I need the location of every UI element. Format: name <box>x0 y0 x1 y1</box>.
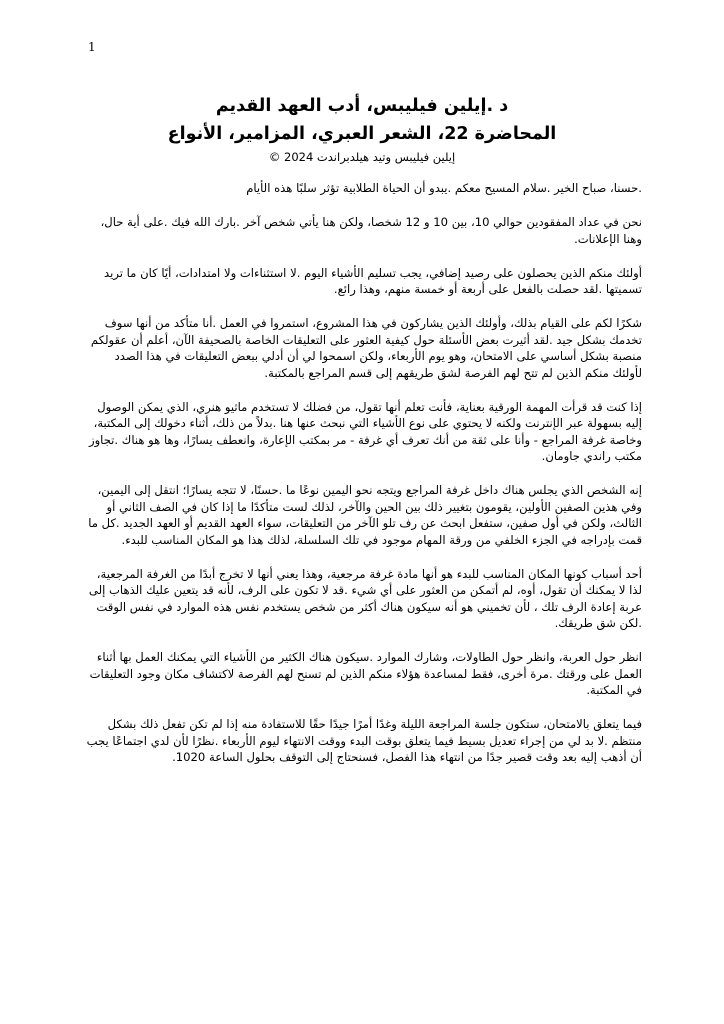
page-number: 1 <box>88 40 96 54</box>
paragraph: فيما يتعلق بالامتحان، ستكون جلسة المراجعة الليلة وغدًا أمرًا جيدًا حقًا للاستفادة منه إذا لم تكن تفعل ذلك بشكل منتظم .لا بد لي من إجراء تعديل بسيط فيما يتعلق بوقت البدء ووقت الانتهاء ليوم الأربعاء .نظرًا لأن لدي اجتماعًا يجب أن أذهب إليه بعد وقت قصير جدًا من انتهاء هذا الفصل، فسنحتاج إلى التوقف بحلول الساعة 1020. <box>86 717 642 764</box>
paragraph: .حسنا، صباح الخير .سلام المسيح معكم .يبدو أن الحياة الطلابية تؤثر سلبًا هذه الأيام <box>246 181 642 195</box>
paragraph: شكرًا لكم على القيام بذلك، وأولئك الذين يشاركون في هذا المشروع، استمروا في العمل .أنا متأكد من أنها سوف تخدمك بشكل جيد .لقد أثيرت بعض الأسئلة حول كيفية العثور على التعليقات الخاصة بالصحيفة الآن، أعلم أن عقولكم منصبة بشكل أساسي على الامتحان، وهو يوم الأربعاء، ولكن اسمحوا لي أن أدلي ببعض التعليقات في هذا الصدد لأولئك منكم الذين لم تتح لهم الفرصة لشق طريقهم إلى قسم المراجع بالمكتبة. <box>90 316 642 380</box>
paragraph: أحد أسباب كونها المكان المناسب للبدء هو أنها مادة غرفة مرجعية، وهذا يعني أنها لا تخرج أبدًا من الغرفة المرجعية، لذا لا يمكنك أن تقول، أوه، لم أتمكن من العثور على أي شيء .قد لا تكون على الرف، لأنه قد يتعين عليك الذهاب إلى عربة إعادة الرف تلك ، لأن تخميني هو أنه سيكون هناك أكثر من شخص يستخدم نفس هذه الموارد في نفس الوقت .لكن شق طريقك. <box>88 566 642 630</box>
document-body <box>82 180 642 783</box>
paragraph: انظر حول العربة، وانظر حول الطاولات، وشارك الموارد .سيكون هناك الكثير من الأشياء التي يمكنك العمل بها أثناء العمل على ورقتك .مرة أخرى، فقط لمساعدة هؤلاء منكم الذين لم تسنح لهم الفرصة لاكتشاف مكان وجود التعليقات في المكتبة. <box>89 650 642 697</box>
document-title: د .إيلين فيليبس، أدب العهد القديم <box>215 96 509 116</box>
paragraph: إنه الشخص الذي يجلس هناك داخل غرفة المراجع ويتجه نحو اليمين نوعًا ما .حسنًا، لا تتجه يسارًا؛ انتقل إلى اليمين، وفي هذين الصفين الأولين، يقومون بتغيير ذلك بين الحين والآخر، لذلك لست متأكدًا ما إذا كان في الصف الثاني أو الثالث، ولكن في أول صفين، ستفعل ابحث عن رف تلو الآخر من التعليقات، سواء العهد القديم أو العهد الجديد .كل ما قمت بإدراجه في الجزء الخلفي من ورقة المهام موجود في تلك السلسلة، لذلك هذا هو المكان المناسب للبدء. <box>88 483 642 547</box>
paragraph: نحن في عداد المفقودين حوالي 10، بين 10 و 12 شخصا، ولكن هنا يأتي شخص آخر .بارك الله فيك .على أية حال، وهنا الإعلانات. <box>100 215 642 246</box>
copyright-line: إيلين فيليبس وتيد هيلدبراندت 2024 © <box>268 150 456 164</box>
paragraph: أولئك منكم الذين يحصلون على رصيد إضافي، يجب تسليم الأشياء اليوم .لا استثناءات ولا امتدادات، أيًا كان ما تريد تسميتها .لقد حصلت بالفعل على أربعة أو خمسة منهم، وهذا رائع. <box>104 265 642 296</box>
paragraph: إذا كنت قد قرأت المهمة الورقية بعناية، فأنت تعلم أنها تقول، من فضلك لا تستخدم ماثيو هنري، الذي يمكن الوصول إليه بسهولة عبر الإنترنت ولكنه لا يحتوي على نوع الأشياء التي نبحث عنها هنا .بدلاً من ذلك، أثناء دخولك إلى المكتبة، وخاصة غرفة المراجع - وأنا على ثقة من أنك تعرف أي غرفة - مر بمكتب الإعارة، وانعطف يسارًا، وها هو هناك .تجاوز مكتب راندي جاومان. <box>88 399 642 463</box>
document-header <box>60 92 664 166</box>
lecture-subtitle: المحاضرة 22، الشعر العبري، المزامير، الأنواع <box>167 124 557 144</box>
